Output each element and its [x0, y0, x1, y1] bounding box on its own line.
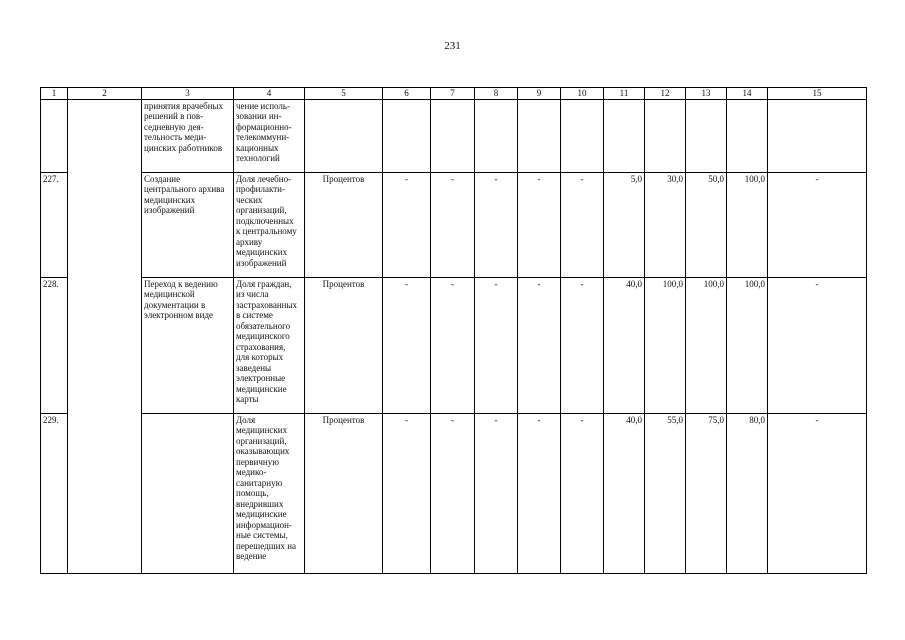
cell-value: -: [518, 172, 561, 277]
cell-empty: [561, 99, 604, 172]
cell-empty: [518, 99, 561, 172]
cell-indicator: Доля медицинских организаций, оказывающих первичную медико- санитарную помощь, внедривших медицинские информацион- ные системы, перешедших на ведение: [234, 413, 305, 573]
table-row-continuation: [41, 99, 867, 172]
header-cell: 12: [645, 88, 686, 100]
cell-empty: [686, 99, 727, 172]
cell-value: 40,0: [604, 413, 645, 573]
column-number-row: [41, 88, 867, 100]
cell-value: -: [431, 172, 475, 277]
header-cell: 3: [142, 88, 234, 100]
header-cell: 8: [475, 88, 518, 100]
header-cell: 9: [518, 88, 561, 100]
cell-unit: Процентов: [305, 277, 383, 413]
cell-value: -: [518, 277, 561, 413]
cell-value: -: [768, 413, 867, 573]
cell-value: 100,0: [645, 277, 686, 413]
cell-value: 30,0: [645, 172, 686, 277]
cell-value: -: [561, 413, 604, 573]
indicator-table: [40, 87, 867, 574]
cell-value: -: [768, 277, 867, 413]
cell-indicator: Доля граждан, из числа застрахованных в системе обязательного медицинского страхования, для которых заведены электронные медицинские карты: [234, 277, 305, 413]
cell-empty: [645, 99, 686, 172]
header-cell: 10: [561, 88, 604, 100]
cell-value: -: [475, 172, 518, 277]
cell-indicator: чение исполь- зовании ин- формационно- телекоммуни- кационных технологий: [234, 99, 305, 172]
cell-value: -: [561, 277, 604, 413]
cell-value: 100,0: [727, 172, 768, 277]
cell-value: 55,0: [645, 413, 686, 573]
cell-indicator: Доля лечебно- профилакти- ческих организаций, подключенных к центральному архиву медицинских изображений: [234, 172, 305, 277]
cell-value: -: [768, 172, 867, 277]
header-cell: 11: [604, 88, 645, 100]
header-cell: 2: [68, 88, 142, 100]
cell-value: 80,0: [727, 413, 768, 573]
cell-value: -: [383, 172, 431, 277]
header-cell: 4: [234, 88, 305, 100]
cell-empty: [383, 99, 431, 172]
table-row: [41, 277, 867, 413]
header-cell: 14: [727, 88, 768, 100]
header-cell: 13: [686, 88, 727, 100]
cell-value: -: [518, 413, 561, 573]
header-cell: 7: [431, 88, 475, 100]
header-cell: 5: [305, 88, 383, 100]
cell-activity: Создание центрального архива медицинских изображений: [142, 172, 234, 277]
cell-value: 5,0: [604, 172, 645, 277]
cell-value: 100,0: [727, 277, 768, 413]
table-row: [41, 413, 867, 573]
cell-empty: [305, 99, 383, 172]
cell-empty: [431, 99, 475, 172]
cell-empty: [604, 99, 645, 172]
cell-value: 50,0: [686, 172, 727, 277]
cell-value: 75,0: [686, 413, 727, 573]
table-row: [41, 172, 867, 277]
cell-value: -: [383, 277, 431, 413]
cell-col2: [68, 99, 142, 573]
cell-number: [41, 99, 68, 172]
header-cell: 6: [383, 88, 431, 100]
cell-value: 40,0: [604, 277, 645, 413]
cell-value: -: [383, 413, 431, 573]
cell-empty: [768, 99, 867, 172]
cell-empty: [475, 99, 518, 172]
cell-value: -: [475, 413, 518, 573]
page-number: 231: [444, 40, 461, 52]
header-cell: 15: [768, 88, 867, 100]
cell-value: -: [431, 413, 475, 573]
row-number: 227.: [41, 172, 68, 277]
header-cell: 1: [41, 88, 68, 100]
row-number: 228.: [41, 277, 68, 413]
cell-unit: Процентов: [305, 413, 383, 573]
cell-unit: Процентов: [305, 172, 383, 277]
cell-activity: принятия врачебных решений в пов- седневную дея- тельность меди- цинских работников: [142, 99, 234, 172]
cell-activity: [142, 413, 234, 573]
cell-value: 100,0: [686, 277, 727, 413]
cell-empty: [727, 99, 768, 172]
cell-activity: Переход к ведению медицинской документации в электронном виде: [142, 277, 234, 413]
row-number: 229.: [41, 413, 68, 573]
cell-value: -: [431, 277, 475, 413]
cell-value: -: [561, 172, 604, 277]
cell-value: -: [475, 277, 518, 413]
